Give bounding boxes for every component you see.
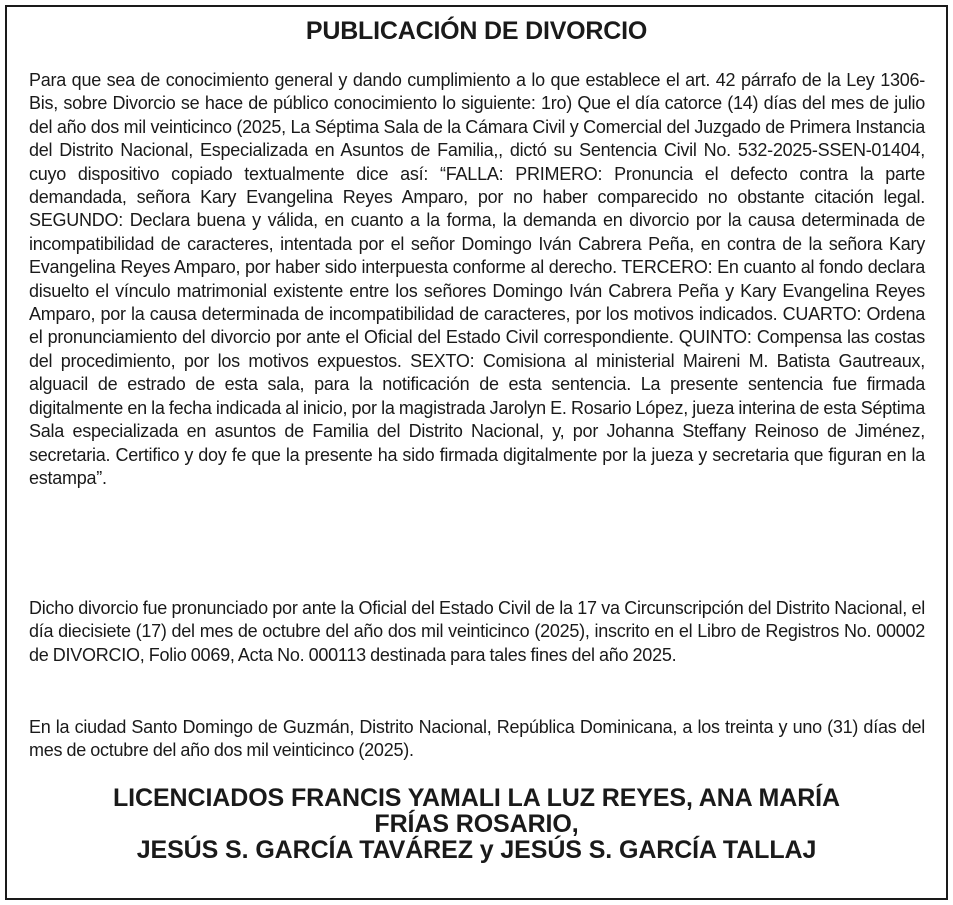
notice-title: PUBLICACIÓN DE DIVORCIO [305, 17, 648, 45]
sentence-paragraph: Para que sea de conocimiento general y dando cumplimiento a lo que establece el art. 42 párrafo de la Ley 1306-Bis, sobre Divorcio se hace de público conocimiento lo siguiente: 1ro) Que el día catorce (14) días del mes de julio del año dos mil veinticinco (2025, La Séptima Sala de la Cámara Civil y Comercial del Juzgado de Primera Instancia del Distrito Nacional, Especializada en Asuntos de Familia,, dictó su Sentencia Civil No. 532-2025-SSEN-01404, cuyo dispositivo copiado textualmente dice así: “FALLA: PRIMERO: Pronuncia el defecto contra la parte demandada, señora Kary Evangelina Reyes Amparo, por no haber comparecido no obstante citación legal. SEGUNDO: Declara buena y válida, en cuanto a la forma, la demanda en divorcio por la causa determinada de incompatibilidad de caracteres, intentada por el señor Domingo Iván Cabrera Peña, en contra de la señora Kary Evangelina Reyes Amparo, por haber sido interpuesta conforme al derecho. TERCERO: En cuanto al fondo declara disuelto el vínculo matrimonial existente entre los señores Domingo Iván Cabrera Peña y Kary Evangelina Reyes Amparo, por la causa determinada de incompatibilidad de caracteres, por los motivos indicados. CUARTO: Ordena el pronunciamiento del divorcio por ante el Oficial del Estado Civil correspondiente. QUINTO: Compensa las costas del procedimiento, por los motivos expuestos. SEXTO: Comisiona al ministerial Maireni M. Batista Gautreaux, alguacil de estrado de esta sala, para la notificación de esta sentencia. La presente sentencia fue firmada digitalmente en la fecha indicada al inicio, por la magistrada Jarolyn E. Rosario López, jueza interina de esta Séptima Sala especializada en asuntos de Familia del Distrito Nacional, y, por Johanna Steffany Reinoso de Jiménez, secretaria. Certifico y doy fe que la presente ha sido firmada digitalmente por la jueza y secretaria que figuran en la estampa”. [29, 70, 925, 488]
signature-block [7, 785, 946, 863]
place-date-paragraph: En la ciudad Santo Domingo de Guzmán, Distrito Nacional, República Dominicana, a los treinta y uno (31) días del mes de octubre del año dos mil veinticinco (2025). [29, 717, 925, 761]
signature-line-2: FRÍAS ROSARIO, [374, 810, 579, 838]
registration-paragraph: Dicho divorcio fue pronunciado por ante la Oficial del Estado Civil de la 17 va Circunscripción del Distrito Nacional, el día diecisiete (17) del mes de octubre del año dos mil veinticinco (2025), inscrito en el Libro de Registros No. 00002 de DIVORCIO, Folio 0069, Acta No. 000113 destinada para tales fines del año 2025. [29, 598, 925, 665]
signature-line-3: JESÚS S. GARCÍA TAVÁREZ y JESÚS S. GARCÍA TALLAJ [136, 836, 817, 864]
signature-line-1: LICENCIADOS FRANCIS YAMALI LA LUZ REYES, ANA MARÍA [113, 784, 840, 812]
notice-border [5, 5, 948, 900]
